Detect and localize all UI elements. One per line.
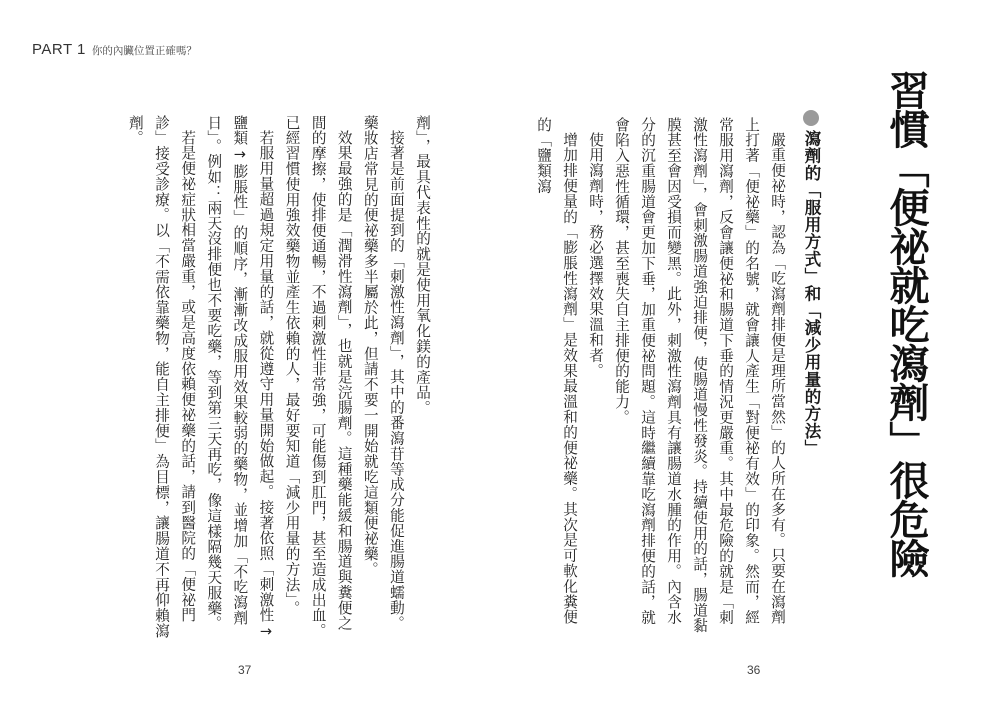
- part-label: PART 1: [32, 41, 86, 58]
- page-number-right: 36: [747, 663, 761, 677]
- left-page-body: [120, 115, 435, 645]
- section-heading: [797, 110, 819, 457]
- section-heading-text: 瀉劑的「服用方式」和「減少用量的方法」: [802, 130, 821, 457]
- heading-bullet-icon: [803, 110, 819, 126]
- running-header: [32, 40, 197, 58]
- paragraph: 劑」，最具代表性的就是使用氧化鎂的產品。: [414, 115, 431, 416]
- paragraph: 使用瀉劑時，務必選擇效果溫和者。: [587, 131, 604, 378]
- paragraph: 若是便祕症狀相當嚴重，或是高度依賴便祕藥的話，請到醫院的「便祕門診」接受診療。以「不需依靠藥物，能自主排便」為目標，讓腸道不再仰賴瀉劑。: [126, 115, 197, 639]
- paragraph: 若服用量超過規定用量的話，就從遵守用量開始做起。接著依照「刺激性→鹽類→膨脹性」的順序，漸漸改成服用效果較弱的藥物，並增加「不吃瀉劑日」。例如：兩天沒排便也不要吃藥，等到第三天再吃，像這樣隔幾天服藥。: [205, 115, 275, 641]
- paragraph: 效果最強的是「潤滑性瀉劑」，也就是浣腸劑。這種藥能緩和腸道與糞便之間的摩擦，使排便通暢，不過刺激性非常強，可能傷到肛門，甚至造成出血。已經習慣使用強效藥物並產生依賴的人，最好要知道「減少用量的方法」。: [283, 115, 353, 639]
- paragraph: 增加排便量的「膨脹性瀉劑」是效果最溫和的便祕藥。其次是可軟化糞便的「鹽類瀉: [535, 117, 578, 625]
- page-title: 習慣「便祕就吃瀉劑」很危險: [883, 70, 929, 577]
- paragraph: 接著是前面提到的「刺激性瀉劑」，其中的番瀉苷等成分能促進腸道蠕動。藥妝店常見的便祕藥多半屬於此，但請不要一開始就吃這類便祕藥。: [361, 115, 405, 631]
- page-number-left: 37: [238, 663, 252, 677]
- paragraph: 嚴重便祕時，認為「吃瀉劑排便是理所當然」的人所在多有。只要在瀉劑上打著「便祕藥」的名號，就會讓人產生「對便祕有效」的印象。然而，經常服用瀉劑，反會讓便祕和腸道下垂的情況更嚴重。其中最危險的就是「刺激性瀉劑」，會刺激腸道強迫排便，使腸道慢性發炎。持續使用的話，腸道黏膜甚至會因受損而變黑。此外，刺激性瀉劑具有讓腸道水腫的作用。內含水分的沉重腸道會更加下垂，加重便祕問題。這時繼續靠吃瀉劑排便的話，就會陷入惡性循環，甚至喪失自主排便的能力。: [613, 117, 786, 634]
- right-page-body: [535, 117, 790, 637]
- chapter-title: 你的內臟位置正確嗎？: [91, 45, 197, 57]
